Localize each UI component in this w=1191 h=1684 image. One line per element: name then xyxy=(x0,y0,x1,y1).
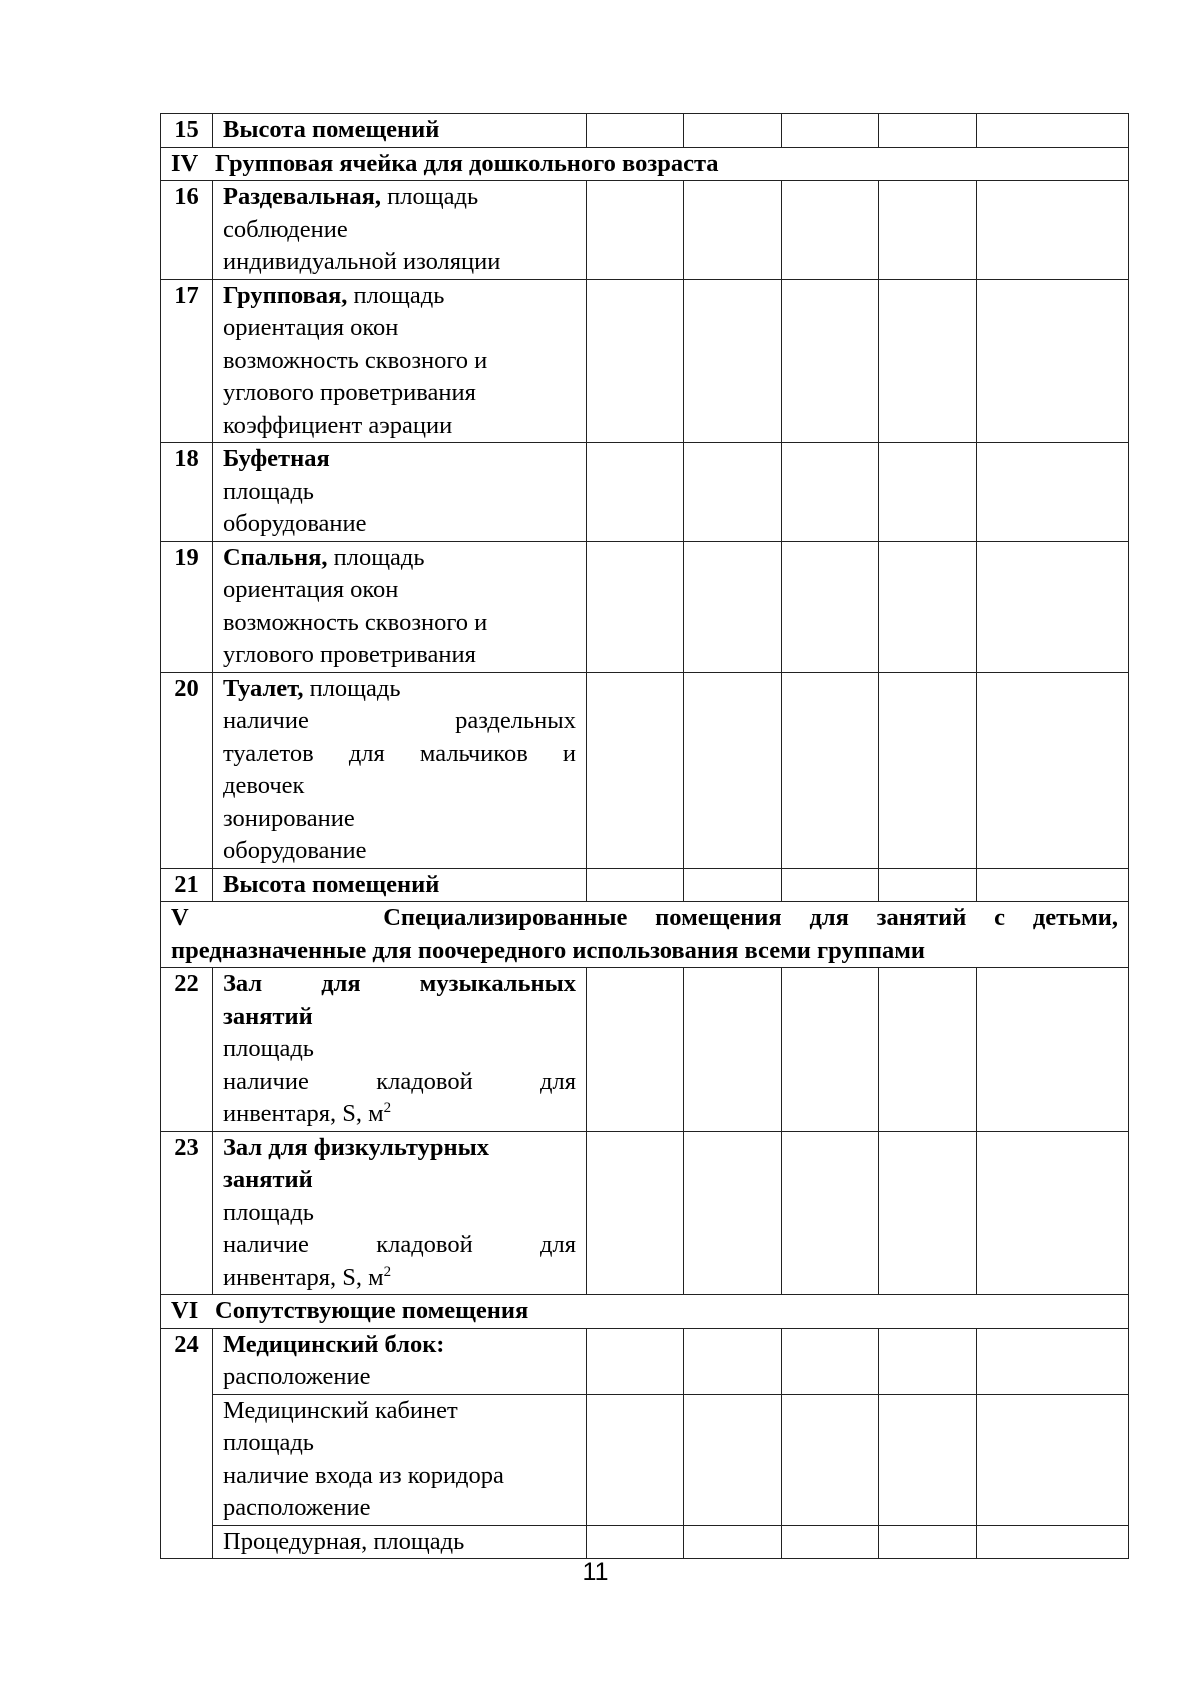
table-row xyxy=(161,1328,1129,1394)
row-number: 24 xyxy=(161,1328,213,1559)
row-line: наличие раздельных xyxy=(223,707,576,734)
row-title-continued: занятий xyxy=(223,1002,313,1030)
row-title-tail: площадь xyxy=(327,543,425,571)
row-title: Раздевальная, xyxy=(223,183,382,210)
empty-cell[interactable] xyxy=(879,1394,977,1525)
row-title: Туалет, xyxy=(223,674,304,702)
empty-cell[interactable] xyxy=(587,868,684,902)
page-number: 11 xyxy=(582,1558,609,1586)
row-line: углового проветривания xyxy=(223,641,476,668)
empty-cell[interactable] xyxy=(684,1394,782,1525)
row-line: Процедурная, площадь xyxy=(223,1527,465,1555)
empty-cell[interactable] xyxy=(587,1328,684,1394)
row-line: инвентаря, S, м xyxy=(223,1100,384,1127)
row-line: Медицинский кабинет xyxy=(223,1396,458,1424)
row-line: наличие кладовой для xyxy=(223,1067,576,1095)
row-description xyxy=(213,672,587,868)
section-header xyxy=(161,1295,1129,1329)
empty-cell[interactable] xyxy=(587,672,684,868)
row-number: 15 xyxy=(161,114,213,148)
empty-cell[interactable] xyxy=(684,672,782,868)
row-title-tail: площадь xyxy=(381,183,479,210)
empty-cell[interactable] xyxy=(684,1328,782,1394)
empty-cell[interactable] xyxy=(782,1328,879,1394)
row-line: инвентаря, S, м xyxy=(223,1263,384,1291)
empty-cell[interactable] xyxy=(684,1131,782,1295)
row-line: зонирование xyxy=(223,804,355,832)
row-description xyxy=(213,868,587,902)
row-number: 23 xyxy=(161,1131,213,1295)
row-description xyxy=(213,1394,587,1525)
table-row xyxy=(161,541,1129,672)
row-title: Буфетная xyxy=(223,445,330,472)
row-number: 16 xyxy=(161,181,213,280)
section-roman: IV xyxy=(171,149,199,177)
empty-cell[interactable] xyxy=(782,181,879,280)
row-title: Зал для музыкальных xyxy=(223,970,576,997)
section-roman: V xyxy=(171,904,189,931)
empty-cell[interactable] xyxy=(587,114,684,148)
empty-cell[interactable] xyxy=(782,968,879,1132)
empty-cell[interactable] xyxy=(684,968,782,1132)
empty-cell[interactable] xyxy=(879,672,977,868)
empty-cell[interactable] xyxy=(977,181,1129,280)
empty-cell[interactable] xyxy=(977,1394,1129,1525)
section-row xyxy=(161,147,1129,181)
empty-cell[interactable] xyxy=(977,279,1129,443)
row-line: соблюдение xyxy=(223,215,348,243)
row-number: 17 xyxy=(161,279,213,443)
section-roman: VI xyxy=(171,1297,199,1324)
empty-cell[interactable] xyxy=(879,1328,977,1394)
row-line: коэффициент аэрации xyxy=(223,411,453,439)
empty-cell[interactable] xyxy=(977,672,1129,868)
row-line: площадь xyxy=(223,1429,314,1456)
superscript: 2 xyxy=(383,1099,392,1116)
table-row xyxy=(161,1131,1129,1295)
empty-cell[interactable] xyxy=(977,968,1129,1132)
empty-cell[interactable] xyxy=(782,541,879,672)
checklist-table xyxy=(160,113,1129,1559)
empty-cell[interactable] xyxy=(782,279,879,443)
empty-cell[interactable] xyxy=(782,114,879,148)
row-number: 19 xyxy=(161,541,213,672)
row-line: оборудование xyxy=(223,510,367,537)
row-line: ориентация окон xyxy=(223,314,399,341)
table-row xyxy=(161,1525,1129,1559)
row-line: площадь xyxy=(223,477,314,505)
table-row xyxy=(161,443,1129,542)
section-title: Специализированные помещения для занятий с детьми, xyxy=(383,904,1119,931)
row-title-continued: занятий xyxy=(223,1166,313,1193)
row-line: расположение xyxy=(223,1363,371,1390)
table-row xyxy=(161,968,1129,1132)
empty-cell[interactable] xyxy=(977,868,1129,902)
row-line: площадь xyxy=(223,1198,314,1226)
row-number: 21 xyxy=(161,868,213,902)
row-line: индивидуальной изоляции xyxy=(223,248,501,275)
row-number: 20 xyxy=(161,672,213,868)
row-line: ориентация окон xyxy=(223,576,399,603)
empty-cell[interactable] xyxy=(977,541,1129,672)
row-line: углового проветривания xyxy=(223,379,476,406)
row-description xyxy=(213,1131,587,1295)
empty-cell[interactable] xyxy=(587,181,684,280)
row-description xyxy=(213,1525,587,1559)
row-line: оборудование xyxy=(223,837,367,864)
empty-cell[interactable] xyxy=(977,1525,1129,1559)
row-number: 18 xyxy=(161,443,213,542)
empty-cell[interactable] xyxy=(879,443,977,542)
row-title: Зал для физкультурных xyxy=(223,1133,489,1161)
row-title: Высота помещений xyxy=(223,116,440,143)
row-title: Групповая, xyxy=(223,281,348,309)
empty-cell[interactable] xyxy=(977,1328,1129,1394)
row-description xyxy=(213,279,587,443)
section-header xyxy=(161,902,1129,968)
row-description xyxy=(213,114,587,148)
table-row xyxy=(161,181,1129,280)
row-title-tail: площадь xyxy=(347,281,445,309)
section-title: Сопутствующие помещения xyxy=(215,1297,529,1324)
row-description xyxy=(213,443,587,542)
row-line: площадь xyxy=(223,1035,314,1062)
section-title-continued: предназначенные для поочередного использования всеми группами xyxy=(171,936,925,964)
section-title: Групповая ячейка для дошкольного возраста xyxy=(215,149,719,177)
table-row xyxy=(161,279,1129,443)
row-title: Спальня, xyxy=(223,543,328,571)
row-title: Высота помещений xyxy=(223,870,440,898)
empty-cell[interactable] xyxy=(684,541,782,672)
row-line: девочек xyxy=(223,772,305,799)
empty-cell[interactable] xyxy=(782,672,879,868)
empty-cell[interactable] xyxy=(587,1525,684,1559)
empty-cell[interactable] xyxy=(879,541,977,672)
row-description xyxy=(213,181,587,280)
row-line: наличие входа из коридора xyxy=(223,1461,504,1489)
row-line: возможность сквозного и xyxy=(223,608,488,636)
empty-cell[interactable] xyxy=(782,868,879,902)
empty-cell[interactable] xyxy=(587,1394,684,1525)
empty-cell[interactable] xyxy=(684,868,782,902)
row-line: возможность сквозного и xyxy=(223,346,488,374)
table-row xyxy=(161,1394,1129,1525)
empty-cell[interactable] xyxy=(782,1394,879,1525)
empty-cell[interactable] xyxy=(977,1131,1129,1295)
empty-cell[interactable] xyxy=(587,968,684,1132)
empty-cell[interactable] xyxy=(879,968,977,1132)
row-title-tail: площадь xyxy=(303,674,401,702)
superscript: 2 xyxy=(383,1263,392,1280)
empty-cell[interactable] xyxy=(587,443,684,542)
empty-cell[interactable] xyxy=(782,1131,879,1295)
row-title: Медицинский блок: xyxy=(223,1330,445,1358)
table-row xyxy=(161,868,1129,902)
row-line: туалетов для мальчиков и xyxy=(223,739,576,767)
row-line: расположение xyxy=(223,1494,371,1521)
empty-cell[interactable] xyxy=(684,1525,782,1559)
empty-cell[interactable] xyxy=(684,443,782,542)
empty-cell[interactable] xyxy=(587,279,684,443)
empty-cell[interactable] xyxy=(879,868,977,902)
row-description xyxy=(213,1328,587,1394)
table-row xyxy=(161,114,1129,148)
empty-cell[interactable] xyxy=(879,1131,977,1295)
row-description xyxy=(213,968,587,1132)
empty-cell[interactable] xyxy=(879,1525,977,1559)
section-header xyxy=(161,147,1129,181)
empty-cell[interactable] xyxy=(684,279,782,443)
row-line: наличие кладовой для xyxy=(223,1231,576,1258)
empty-cell[interactable] xyxy=(782,1525,879,1559)
section-row xyxy=(161,902,1129,968)
empty-cell[interactable] xyxy=(684,114,782,148)
empty-cell[interactable] xyxy=(587,541,684,672)
empty-cell[interactable] xyxy=(977,443,1129,542)
empty-cell[interactable] xyxy=(879,279,977,443)
table-row xyxy=(161,672,1129,868)
empty-cell[interactable] xyxy=(879,181,977,280)
section-row xyxy=(161,1295,1129,1329)
empty-cell[interactable] xyxy=(977,114,1129,148)
empty-cell[interactable] xyxy=(879,114,977,148)
empty-cell[interactable] xyxy=(587,1131,684,1295)
empty-cell[interactable] xyxy=(782,443,879,542)
empty-cell[interactable] xyxy=(684,181,782,280)
row-number: 22 xyxy=(161,968,213,1132)
row-description xyxy=(213,541,587,672)
